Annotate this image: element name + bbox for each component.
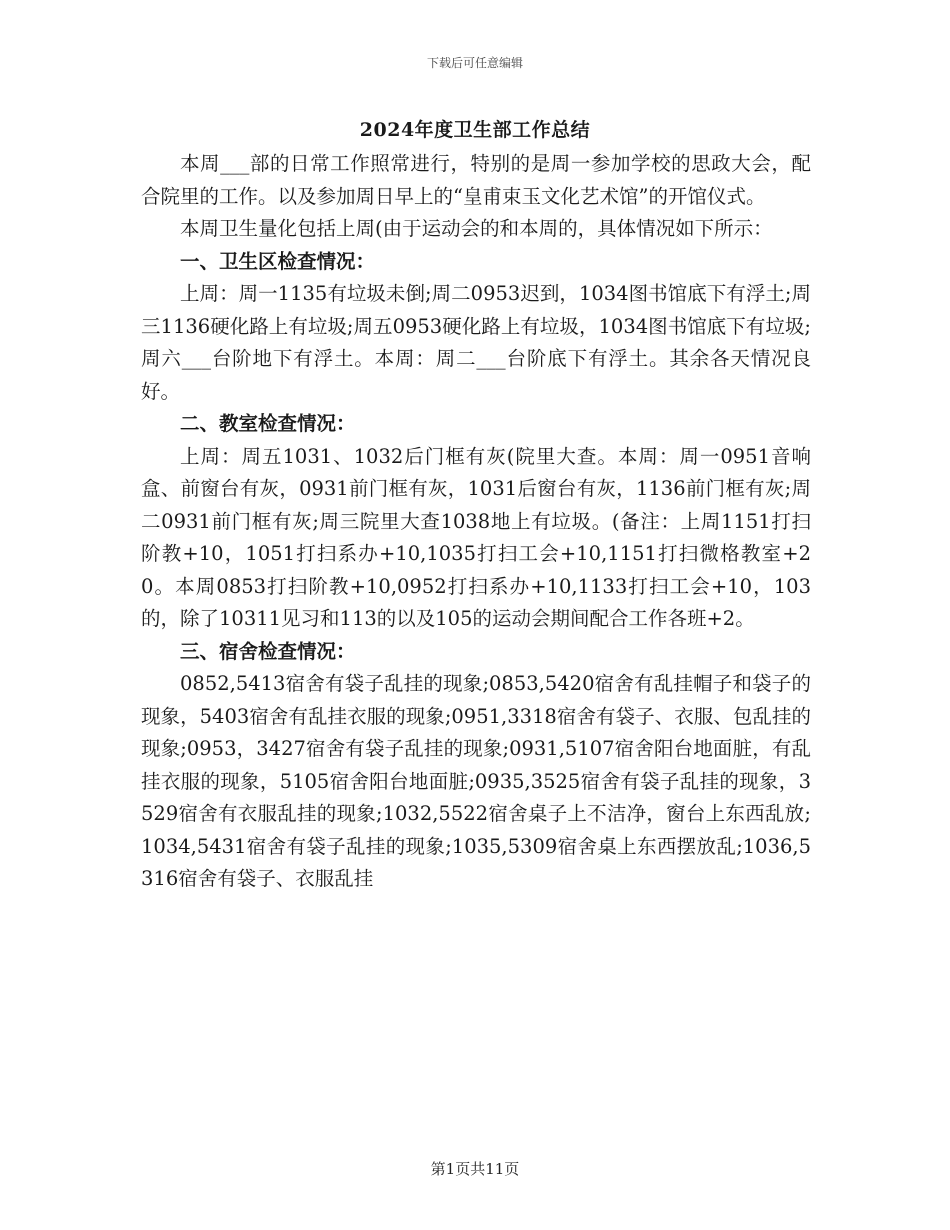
document-body (141, 148, 811, 896)
section-heading-dormitory: 三、宿舍检查情况： (180, 639, 356, 663)
header-note: 下载后可任意编辑 (426, 56, 523, 70)
page-number: 第1页共11页 (430, 1160, 520, 1178)
section-heading-classroom: 二、教室检查情况： (180, 412, 356, 435)
section-body-dormitory: 0852,5413宿舍有袋子乱挂的现象;0853,5420宿舍有乱挂帽子和袋子的现象，5403宿舍有乱挂衣服的现象;0951,3318宿舍有袋子、衣服、包乱挂的现象;0953，3427宿舍有袋子乱挂的现象;0931,5107宿舍阳台地面脏，有乱挂衣服的现象，5105宿舍阳台地面脏;0935,3525宿舍有袋子乱挂的现象，3529宿舍有衣服乱挂的现象;1032,5522宿舍桌子上不洁净，窗台上东西乱放;1034,5431宿舍有袋子乱挂的现象;1035,5309宿舍桌上东西摆放乱;1036,5316宿舍有袋子、衣服乱挂 (141, 672, 811, 890)
document-title: 2024年度卫生部工作总结 (359, 119, 591, 141)
section-heading-hygiene-area: 一、卫生区检查情况： (180, 249, 376, 273)
paragraph-intro: 本周___部的日常工作照常进行，特别的是周一参加学校的思政大会，配合院里的工作。以及参加周日早上的“皇甫束玉文化艺术馆”的开馆仪式。 (141, 152, 811, 208)
section-body-hygiene-area: 上周：周一1135有垃圾未倒;周二0953迟到，1034图书馆底下有浮土;周三1136硬化路上有垃圾;周五0953硬化路上有垃圾，1034图书馆底下有垃圾;周六___台阶地下有浮土。本周：周二___台阶底下有浮土。其余各天情况良好。 (141, 282, 811, 403)
section-body-classroom: 上周：周五1031、1032后门框有灰(院里大查。本周：周一0951音响盒、前窗台有灰，0931前门框有灰，1031后窗台有灰，1136前门框有灰;周二0931前门框有灰;周三院里大查1038地上有垃圾。(备注：上周1151打扫阶教+10，1051打扫系办+10,1035打扫工会+10,1151打扫微格教室+20。本周0853打扫阶教+10,0952打扫系办+10,1133打扫工会+10，103的，除了10311见习和113的以及105的运动会期间配合工作各班+2。 (141, 444, 811, 630)
paragraph-summary: 本周卫生量化包括上周(由于运动会的和本周的，具体情况如下所示： (180, 217, 773, 240)
